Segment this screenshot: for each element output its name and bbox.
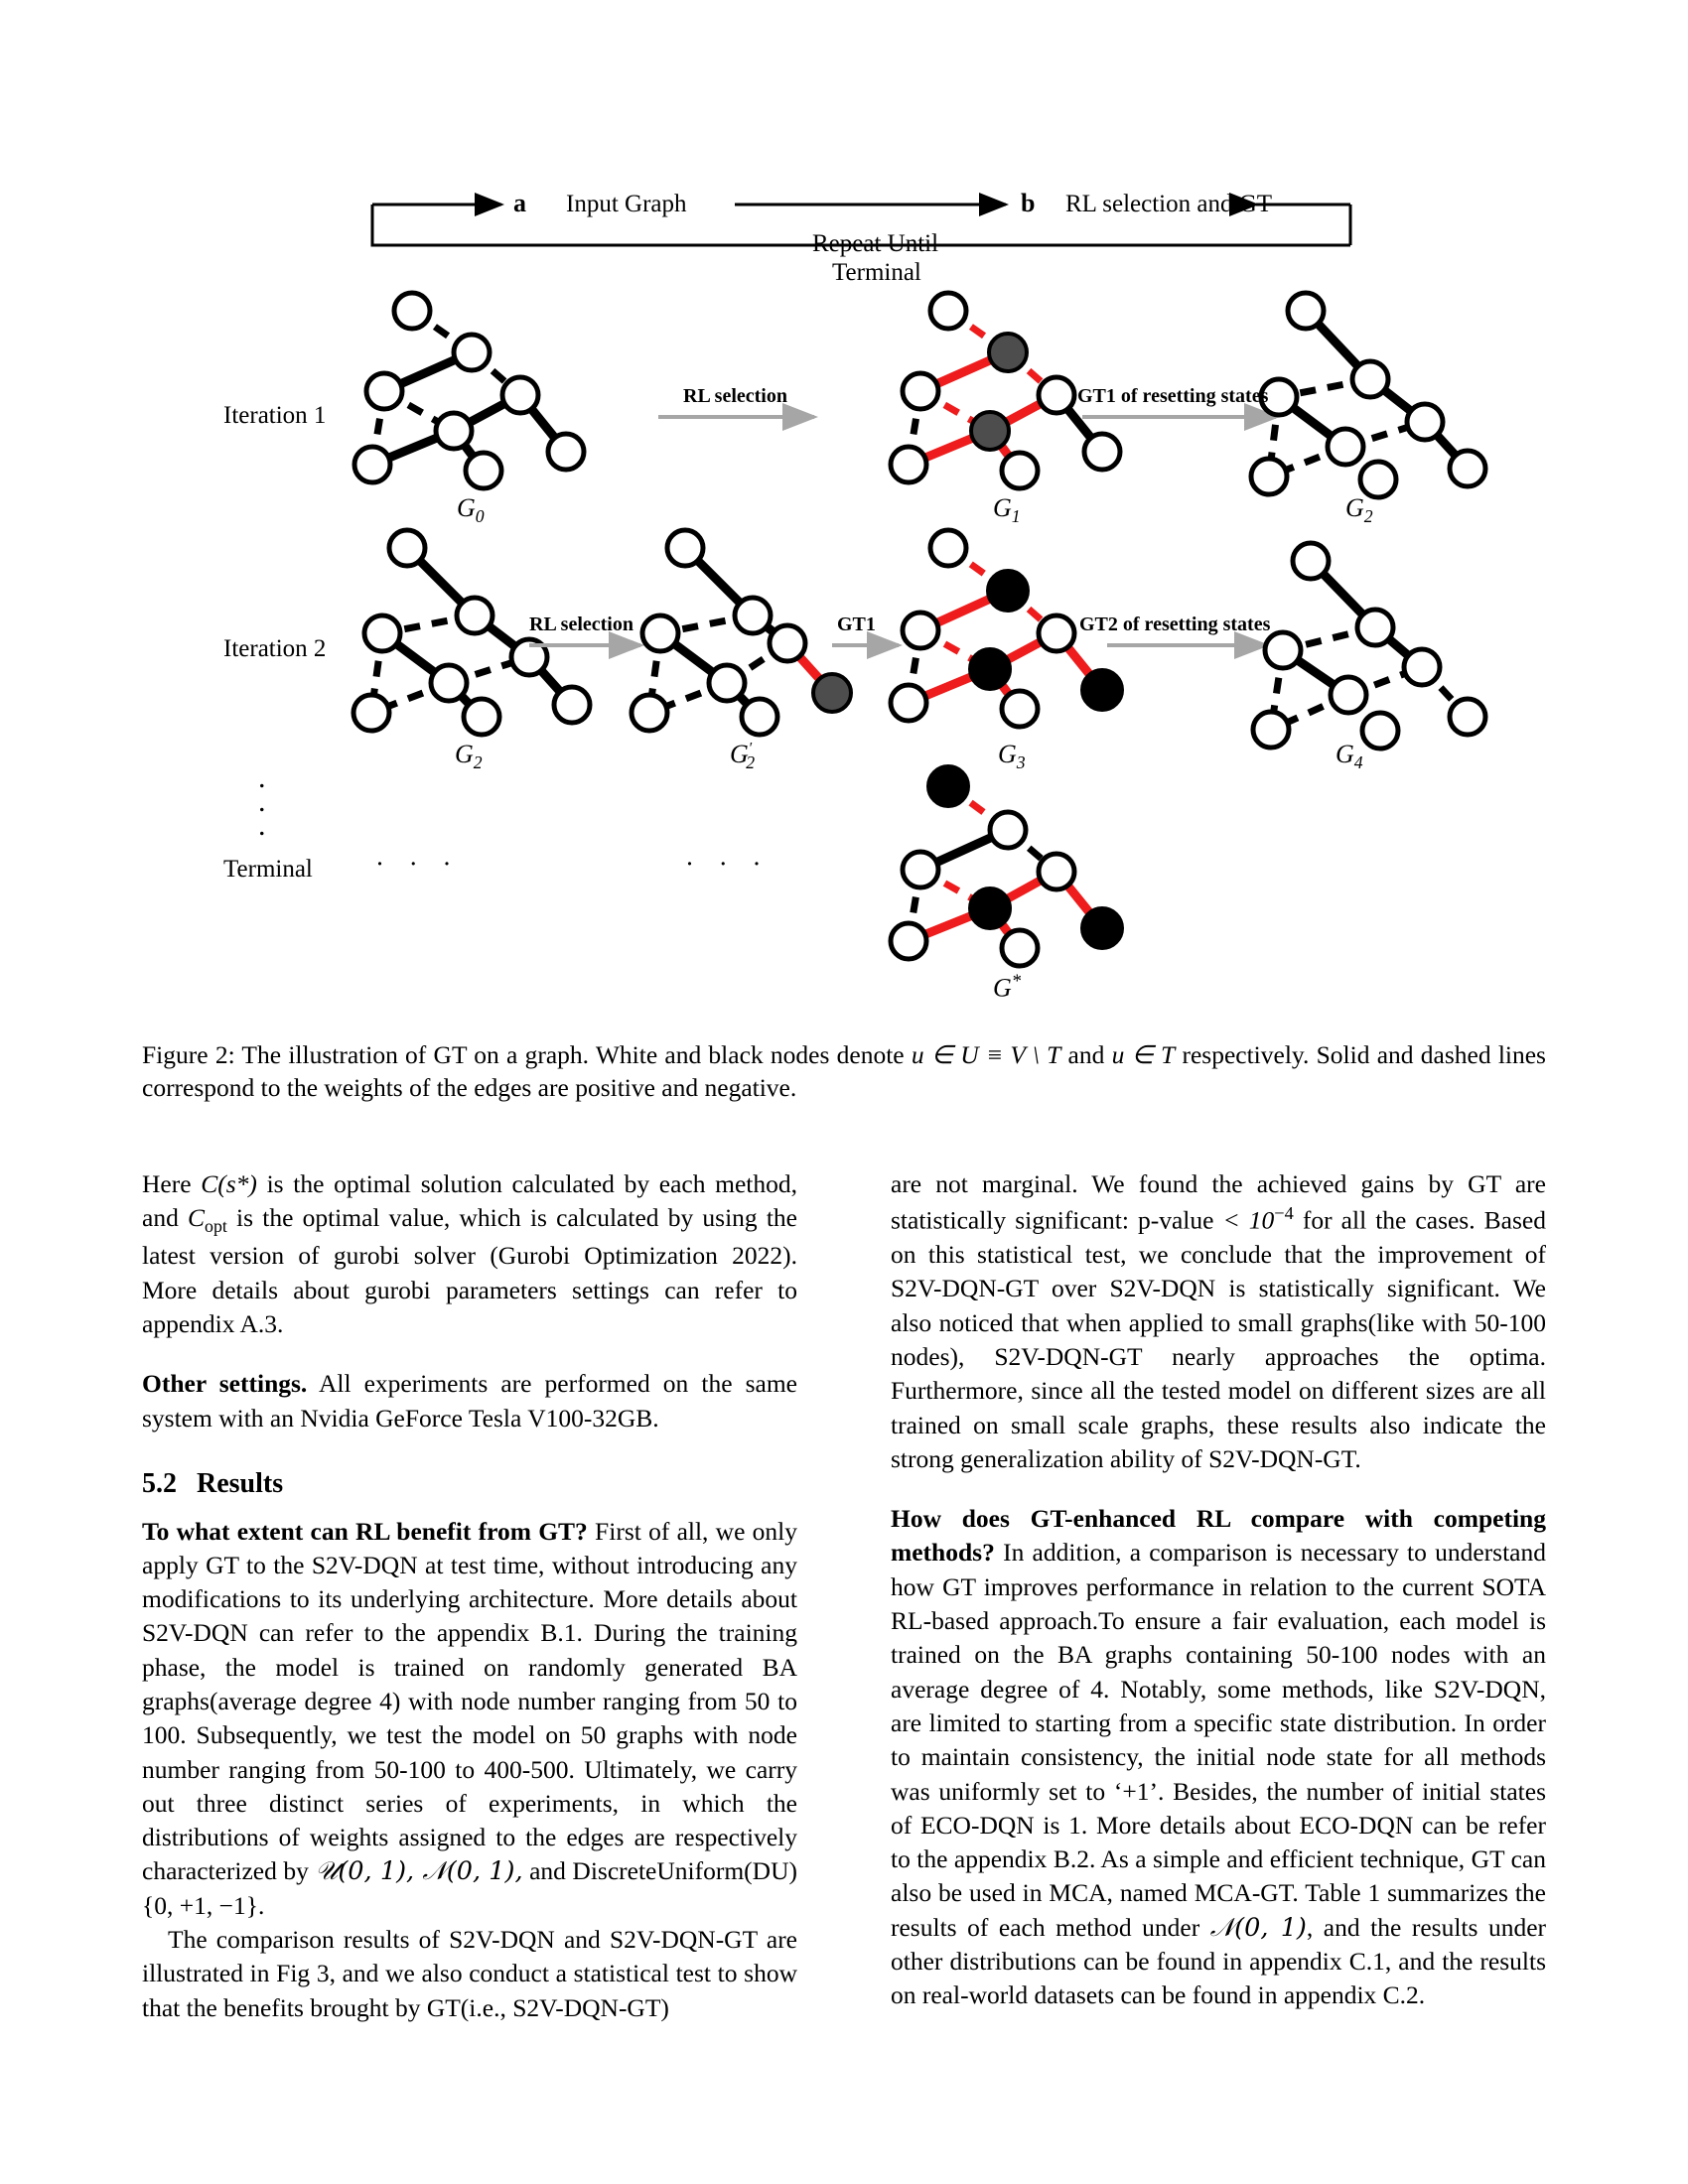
para3-math-distributions: 𝒰(0, 1), 𝒩(0, 1), xyxy=(315,1856,523,1887)
vertical-ellipsis: . . . xyxy=(258,761,266,842)
flow-step-b-label: RL selection and GT xyxy=(1065,191,1273,217)
graph-name-G2r2-sub: 2 xyxy=(473,752,483,773)
para3-math-discrete-uniform: DiscreteUniform(DU){0, +1, −1}. xyxy=(142,1856,797,1920)
body-column-left xyxy=(142,1167,797,2025)
rpara2-text-b: , and the results under other distributions can be found in appendix C.1, and the results on real-world datasets can be found in appendix C.2. xyxy=(891,1912,1546,2010)
graph-name-G4-sub: 4 xyxy=(1353,752,1363,773)
graph-name-G3 xyxy=(998,740,1026,773)
para1-math-C-sub: opt xyxy=(205,1216,227,1237)
graph-name-G0 xyxy=(457,493,485,527)
paragraph-optimal-solution xyxy=(142,1167,797,1341)
figure-caption-text-3: respectively. Solid and dashed lines correspond to the weights of the edges are positive and negative. xyxy=(142,1040,1546,1103)
figure-2 xyxy=(0,0,1688,1023)
graph-G0 xyxy=(354,293,584,488)
graph-name-G2-prime xyxy=(730,740,755,773)
para2-text: All experiments are performed on the same system with an Nvidia GeForce Tesla V100-32GB. xyxy=(142,1369,797,1433)
paragraph-comparison-results xyxy=(142,1923,797,2025)
graph-name-G3-base: G xyxy=(998,740,1017,768)
graph-name-Gstar-sup: * xyxy=(1011,971,1022,992)
graph-name-Gstar-base: G xyxy=(993,973,1012,1003)
arrow-label-gt2-resetting: GT2 of resetting states xyxy=(1079,614,1271,635)
figure-caption-math-1: u ∈ U ≡ V \ T xyxy=(911,1040,1061,1069)
flow-step-a-marker: a xyxy=(513,189,526,217)
terminal-ellipsis-1: · · · xyxy=(375,849,461,879)
graph-name-G2p-base: G xyxy=(730,740,749,768)
para1-math-C-s-star: C(s*) xyxy=(201,1169,257,1198)
row-label-terminal: Terminal xyxy=(223,856,313,883)
para3-text: First of all, we only apply GT to the S2V-DQN at test time, without introducing any modifications to its underlying architecture. More details about S2V-DQN can refer to the appendix B.1. During the training phase, the model is trained on randomly generated BA graphs(average degree 4) with node number ranging from 50 to 100. Subsequently, we test the model on 50 graphs with node number ranging from 50-100 to 400-500. Ultimately, we carry out three distinct series of experiments, in which the distributions of weights assigned to the edges are respectively characterized by xyxy=(142,1516,797,1886)
graph-name-G2-row1 xyxy=(1345,493,1373,527)
paragraph-competing-methods xyxy=(891,1502,1546,2012)
figure-caption-label: Figure 2: xyxy=(142,1040,235,1069)
graph-name-G0-base: G xyxy=(457,493,476,522)
graph-name-G2p-sub: 2 xyxy=(746,752,756,773)
graph-G2-row1 xyxy=(1251,293,1485,497)
graph-name-G2r1-base: G xyxy=(1345,493,1364,522)
runin-rl-benefit: To what extent can RL benefit from GT? xyxy=(142,1516,588,1546)
rpara1-math-pvalue-exp: −4 xyxy=(1274,1203,1294,1224)
graph-G2-prime xyxy=(632,530,851,735)
arrow-label-gt1: GT1 xyxy=(837,614,876,635)
arrow-label-gt1-resetting: GT1 of resetting states xyxy=(1077,385,1269,407)
para3-text-b: and xyxy=(522,1856,573,1886)
graph-name-G1-base: G xyxy=(993,493,1012,522)
loop-label-line2: Terminal xyxy=(832,259,921,286)
graph-name-G2-row2 xyxy=(455,740,483,773)
paragraph-statistical-significance xyxy=(891,1167,1546,1476)
graph-name-G2p-prime: ′ xyxy=(748,740,753,757)
flow-step-b-marker: b xyxy=(1021,189,1036,217)
figure-caption-text-1: The illustration of GT on a graph. White and black nodes denote xyxy=(234,1040,912,1069)
section-heading-results xyxy=(142,1465,797,1503)
body-column-right xyxy=(891,1167,1546,2013)
rpara2-math-normal: 𝒩(0, 1) xyxy=(1209,1912,1307,1943)
para1-post: is the optimal value, which is calculated by using the latest version of gurobi solver (Gurobi Optimization 2022). More details about gurobi parameters settings can refer to appendix A.3. xyxy=(142,1203,797,1338)
figure-caption xyxy=(142,1038,1546,1104)
graph-G4 xyxy=(1253,543,1485,749)
terminal-ellipsis-2: · · · xyxy=(685,849,771,879)
para1-math-C: C xyxy=(188,1203,206,1233)
graph-name-G2r1-sub: 2 xyxy=(1363,506,1373,527)
flow-step-a-label: Input Graph xyxy=(566,191,687,217)
graph-name-G1-sub: 1 xyxy=(1011,506,1021,527)
figure-caption-text-2: and xyxy=(1060,1040,1112,1069)
figure-caption-math-2: u ∈ T xyxy=(1111,1040,1176,1069)
graph-name-G1 xyxy=(993,493,1021,527)
graph-G-star xyxy=(891,766,1122,966)
paragraph-rl-benefit xyxy=(142,1515,797,1924)
para1-pre: Here xyxy=(142,1169,202,1198)
graph-name-G-star xyxy=(993,971,1021,1004)
rpara1-math-pvalue: < 10 xyxy=(1222,1205,1275,1235)
graph-name-G2r2-base: G xyxy=(455,740,474,768)
arrow-label-rl-selection-1: RL selection xyxy=(683,385,787,407)
graph-name-G4-base: G xyxy=(1336,740,1354,768)
section-number: 5.2 xyxy=(142,1467,177,1499)
graph-name-G0-sub: 0 xyxy=(475,506,485,527)
arrow-label-rl-selection-2: RL selection xyxy=(529,614,633,635)
section-title: Results xyxy=(197,1467,284,1499)
runin-other-settings: Other settings. xyxy=(142,1369,308,1399)
runin-competing-methods: How does GT-enhanced RL compare with competing methods? xyxy=(891,1504,1546,1568)
rpara1-a: are not marginal. We found the achieved gains by GT are statistically significant: p-value xyxy=(891,1169,1546,1235)
loop-label-line1: Repeat Until xyxy=(812,230,939,257)
para1-mid: is the optimal solution calculated by each method, and xyxy=(142,1169,797,1233)
row-label-iteration-1: Iteration 1 xyxy=(223,402,327,429)
row-label-iteration-2: Iteration 2 xyxy=(223,635,327,662)
rpara2-text-a: In addition, a comparison is necessary to understand how GT improves performance in relation to the current SOTA RL-based approach.To ensure a fair evaluation, each model is trained on the BA graphs containing 50-100 nodes with an average degree of 4. Notably, some methods, like S2V-DQN, are limited to starting from a specific state distribution. In order to maintain consistency, the initial node state for all methods was uniformly set to ‘+1’. Besides, the number of initial states of ECO-DQN is 1. More details about ECO-DQN can be refer to the appendix B.2. As a simple and efficient technique, GT can also be used in MCA, named MCA-GT. Table 1 summarizes the results of each method under xyxy=(891,1538,1546,1942)
graph-name-G4 xyxy=(1336,740,1363,773)
rpara1-b: for all the cases. Based on this statistical test, we conclude that the improvement of S2V-DQN-GT over S2V-DQN is statistically significant. We also noticed that when applied to small graphs(like with 50-100 nodes), S2V-DQN-GT nearly approaches the optima. Furthermore, since all the tested model on different sizes are all trained on small scale graphs, these results also indicate the strong generalization ability of S2V-DQN-GT. xyxy=(891,1205,1546,1473)
paragraph-other-settings xyxy=(142,1367,797,1435)
graph-name-G3-sub: 3 xyxy=(1016,752,1026,773)
para4-text: The comparison results of S2V-DQN and S2V-DQN-GT are illustrated in Fig 3, and we also conduct a statistical test to show that the benefits brought by GT(i.e., S2V-DQN-GT) xyxy=(142,1925,797,2022)
